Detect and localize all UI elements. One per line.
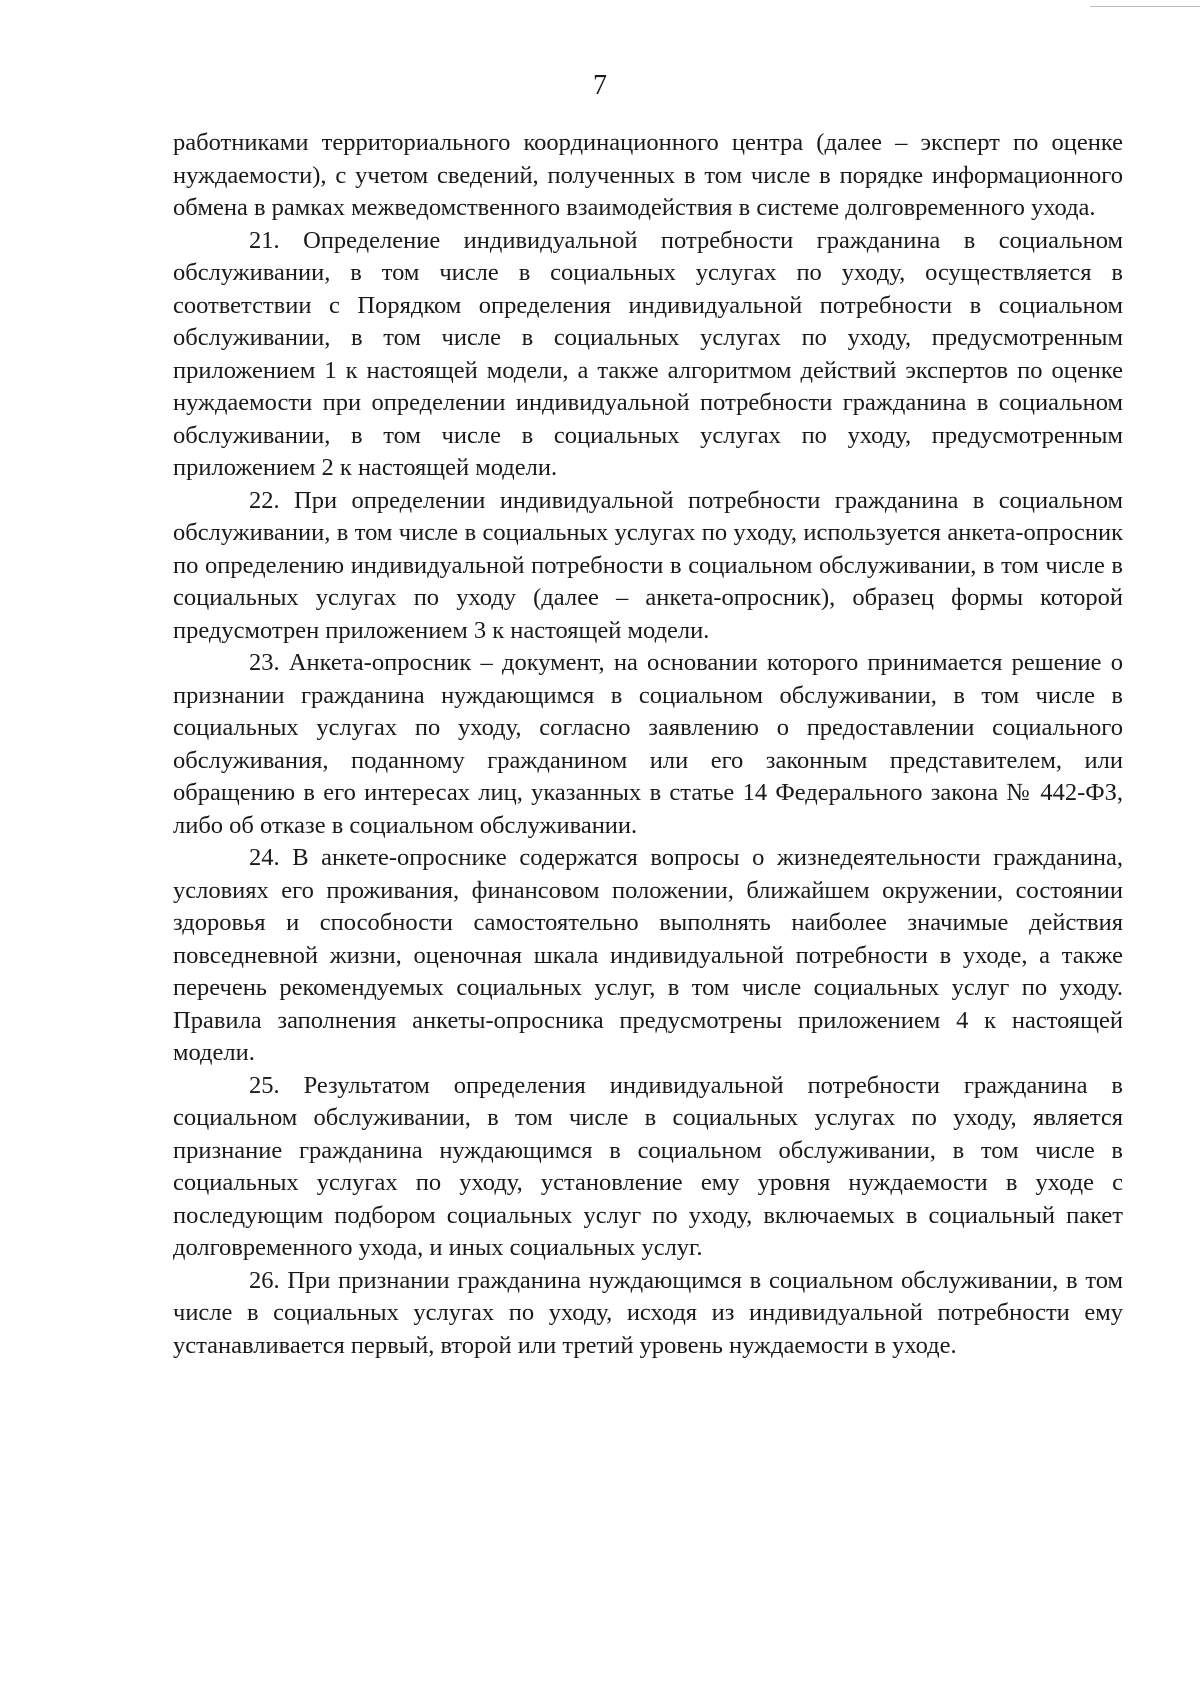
paragraph-25: 25. Результатом определения индивидуальной потребности гражданина в социальном обслуживании, в том числе в социальных услугах по уходу, является признание гражданина нуждающимся в социальном обслуживании, в том числе в социальных услугах по уходу, установление ему уровня нуждаемости в уходе с последующим подбором социальных услуг по уходу, включаемых в социальный пакет долговременного ухода, и иных социальных услуг.	[173, 1071, 1123, 1261]
paragraph-21: 21. Определение индивидуальной потребности гражданина в социальном обслуживании, в том числе в социальных услугах по уходу, осуществляется в соответствии с Порядком определения индивидуальной потребности в социальном обслуживании, в том числе в социальных услугах по уходу, предусмотренным приложением 1 к настоящей модели, а также алгоритмом действий экспертов по оценке нуждаемости при определении индивидуальной потребности гражданина в социальном обслуживании, в том числе в социальных услугах по уходу, предусмотренным приложением 2 к настоящей модели.	[173, 226, 1123, 481]
paragraph-26: 26. При признании гражданина нуждающимся в социальном обслуживании, в том числе в социальных услугах по уходу, исходя из индивидуальной потребности ему устанавливается первый, второй или третий уровень нуждаемости в уходе.	[173, 1266, 1123, 1359]
paragraph-continuation: работниками территориального координационного центра (далее – эксперт по оценке нуждаемости), с учетом сведений, полученных в том числе в порядке информационного обмена в рамках межведомственного взаимодействия в системе долговременного ухода.	[173, 129, 1123, 221]
page-number: 7	[593, 70, 607, 101]
paragraph-23: 23. Анкета-опросник – документ, на основании которого принимается решение о признании гражданина нуждающимся в социальном обслуживании, в том числе в социальных услугах по уходу, согласно заявлению о предоставлении социального обслуживания, поданному гражданином или его законным представителем, или обращению в его интересах лиц, указанных в статье 14 Федерального закона № 442-ФЗ, либо об отказе в социальном обслуживании.	[173, 649, 1123, 839]
paragraph-22: 22. При определении индивидуальной потребности гражданина в социальном обслуживании, в том числе в социальных услугах по уходу, используется анкета-опросник по определению индивидуальной потребности в социальном обслуживании, в том числе в социальных услугах по уходу (далее – анкета-опросник), образец формы которой предусмотрен приложением 3 к настоящей модели.	[173, 486, 1123, 644]
scan-edge-mark	[1090, 0, 1200, 7]
document-body	[173, 127, 1123, 1362]
paragraph-24: 24. В анкете-опроснике содержатся вопросы о жизнедеятельности гражданина, условиях его проживания, финансовом положении, ближайшем окружении, состоянии здоровья и способности самостоятельно выполнять наиболее значимые действия повседневной жизни, оценочная шкала индивидуальной потребности в уходе, а также перечень рекомендуемых социальных услуг, в том числе социальных услуг по уходу. Правила заполнения анкеты-опросника предусмотрены приложением 4 к настоящей модели.	[173, 844, 1123, 1066]
